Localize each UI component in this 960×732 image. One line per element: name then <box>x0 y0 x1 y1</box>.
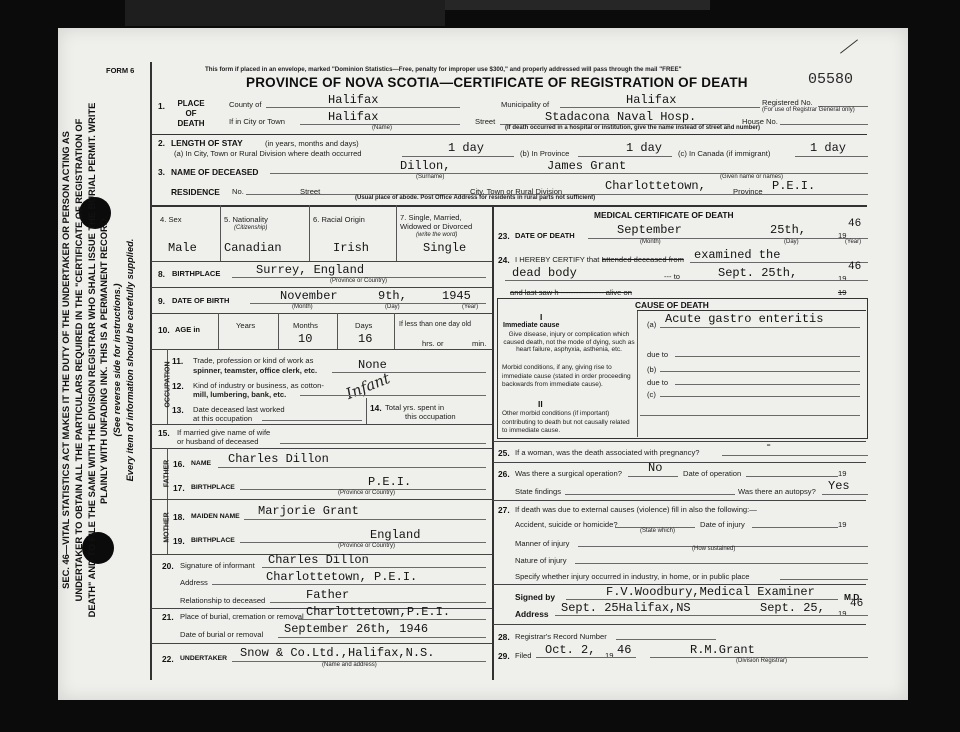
cause-header: CAUSE OF DEATH <box>635 300 709 310</box>
item-16: 16. <box>173 459 185 469</box>
grid-line <box>493 500 866 501</box>
hrs-label: hrs. or <box>422 339 444 348</box>
side-panel <box>60 100 162 620</box>
dob-month: November <box>280 289 338 303</box>
item-2: 2. <box>158 138 165 148</box>
item-18: 18. <box>173 512 185 522</box>
informant-address-line <box>212 584 486 585</box>
death-month-note: (Month) <box>640 239 661 245</box>
film-edge <box>445 0 710 10</box>
due-to-line-2 <box>675 384 860 385</box>
state-which-note: (State which) <box>640 528 676 534</box>
dob-day: 9th, <box>378 289 407 303</box>
signed-value: F.V.Woodbury,Medical Examiner <box>606 585 815 599</box>
informant-address-label: Address <box>180 578 208 587</box>
certify-value-2: dead body <box>512 266 577 280</box>
certify-line-2 <box>505 280 868 281</box>
certify-date: Sept. 25th, <box>718 266 798 280</box>
municipality-label: Municipality of <box>501 100 550 109</box>
findings-label: State findings <box>515 487 562 496</box>
signature-year-prefix: 19 <box>838 609 847 618</box>
dob-line <box>250 303 486 304</box>
signed-label: Signed by <box>515 592 556 602</box>
stay-b-label: (b) In Province <box>520 149 570 158</box>
undertaker-note: (Name and address) <box>322 662 377 668</box>
autopsy-value: Yes <box>828 479 850 493</box>
total-years-label-2: this occupation <box>405 412 456 421</box>
certify-struck: attended deceased from <box>602 255 684 264</box>
registrar-name: R.M.Grant <box>690 643 755 657</box>
item-26: 26. <box>498 469 510 479</box>
industry-handwriting: Infant <box>343 369 393 403</box>
signature-address-line <box>555 615 868 616</box>
certify-line <box>690 262 868 263</box>
cause-c-line <box>660 396 860 397</box>
wife-label-2: or husband of deceased <box>177 437 259 446</box>
death-day-note: (Day) <box>784 239 799 245</box>
relationship-label: Relationship to deceased <box>180 596 266 605</box>
item-15: 15. <box>158 428 170 438</box>
year-note: (Year) <box>462 304 479 310</box>
envelope-notice: This form if placed in an envelope, marked "Dominion Statistics—Free, penalty for improper use $300," and properly addressed will pass through the mail "FREE" <box>205 66 682 73</box>
q25-line <box>722 455 868 456</box>
specify-line <box>780 579 868 580</box>
mother-maiden-line <box>244 519 486 520</box>
item-8: 8. <box>158 269 165 279</box>
grid-line <box>396 205 397 261</box>
signature-address-value: Sept. 25Halifax,NS <box>561 601 691 615</box>
stay-c-line <box>795 156 868 157</box>
house-no-line <box>780 124 868 125</box>
place-of-death-label: PLACE OF DEATH <box>177 99 205 128</box>
racial-origin-label: 6. Racial Origin <box>313 215 365 224</box>
specify-label: Specify whether injury occurred in industry, in home, or in public place <box>515 572 750 581</box>
signed-line <box>566 599 838 600</box>
marital-label: 7. Single, Married, Widowed or Divorced <box>400 213 473 231</box>
registrar-no-line <box>616 639 716 640</box>
cause-b-line <box>660 371 860 372</box>
marital-note: (write the word) <box>416 232 458 238</box>
date-of-death-day: 25th, <box>770 223 807 237</box>
burial-place-line <box>298 619 486 620</box>
due-to-2: due to <box>647 378 669 387</box>
filed-label: Filed <box>515 651 532 660</box>
item-21: 21. <box>162 612 174 622</box>
grid-line <box>366 398 367 424</box>
item-10: 10. <box>158 325 170 335</box>
street-label: Street <box>475 117 496 126</box>
county-line <box>266 107 460 108</box>
cause-a-line <box>660 327 860 328</box>
municipality-value: Halifax <box>626 93 677 107</box>
cause-b-label: (b) <box>647 365 657 374</box>
immediate-label: Immediate cause <box>503 322 560 329</box>
autopsy-line <box>822 494 868 495</box>
item-22: 22. <box>162 654 174 664</box>
grid-line <box>337 313 338 349</box>
signature-address-label: Address <box>515 609 549 619</box>
institution-note: (If death occurred in a hospital or institution, give the name instead of street and number) <box>505 125 761 131</box>
numeral-2: II <box>538 399 543 409</box>
autopsy-label: Was there an autopsy? <box>738 487 816 496</box>
filed-line <box>536 657 636 658</box>
mother-birthplace-value: England <box>370 528 421 542</box>
months-label: Months <box>293 321 318 330</box>
filed-value: Oct. 2, <box>545 643 596 657</box>
year-prefix: 19 <box>838 231 847 240</box>
q26-label: Was there a surgical operation? <box>515 469 622 478</box>
certify-dashes: --- to <box>664 272 681 281</box>
dob-label: DATE OF BIRTH <box>172 296 230 305</box>
item-11: 11. <box>172 356 184 366</box>
days-label: Days <box>355 321 373 330</box>
stay-c-value: 1 day <box>810 141 847 155</box>
last-saw-struck: and last saw h ----------------- alive on <box>510 288 632 297</box>
total-years-label: Total yrs. spent in <box>385 403 445 412</box>
cause-c-label: (c) <box>647 390 656 399</box>
q26-line <box>628 476 678 477</box>
other-line <box>640 415 860 416</box>
nature-line <box>575 563 868 564</box>
age-label: AGE in <box>175 325 201 334</box>
father-province-note: (Province or Country) <box>338 490 396 496</box>
nationality-label: 5. Nationality <box>224 215 268 224</box>
item-12: 12. <box>172 381 184 391</box>
item-9: 9. <box>158 296 165 306</box>
other-label: Other morbid conditions (if important) contributing to death but not causally related to immediate cause. <box>502 410 630 434</box>
item-20: 20. <box>162 561 174 571</box>
father-label: FATHER <box>163 459 171 488</box>
nature-label: Nature of injury <box>515 556 567 565</box>
date-of-death-year: 46 <box>848 218 862 230</box>
side-notice <box>60 100 162 620</box>
mother-maiden-value: Marjorie Grant <box>258 504 359 518</box>
grid-line <box>220 205 221 261</box>
length-of-stay-note: (in years, months and days) <box>265 139 359 148</box>
last-worked-label: Date deceased last worked <box>193 405 285 414</box>
filed-year-prefix: 19 <box>605 651 614 660</box>
age-days: 16 <box>358 332 373 346</box>
stay-b-value: 1 day <box>626 141 663 155</box>
industry-label: Kind of industry or business, as cotton- <box>193 381 324 390</box>
manner-label: Manner of injury <box>515 539 570 548</box>
burial-place-value: Charlottetown,P.E.I. <box>306 605 451 619</box>
stay-b-line <box>578 156 672 157</box>
father-name-label: NAME <box>191 460 212 467</box>
mother-maiden-label: MAIDEN NAME <box>191 513 240 520</box>
given-note: (Given name or names) <box>720 174 784 180</box>
deceased-surname: Dillon, <box>400 159 451 173</box>
left-border <box>150 62 152 680</box>
injury-date-label: Date of injury <box>700 520 745 529</box>
county-label: County of <box>229 100 262 109</box>
deceased-given-names: James Grant <box>547 159 627 173</box>
street-value: Stadacona Naval Hosp. <box>545 110 697 124</box>
industry-examples: mill, lumbering, bank, etc. <box>193 390 287 399</box>
grid-line <box>394 313 395 349</box>
grid-line <box>151 499 492 500</box>
nationality-note: (Citizenship) <box>234 225 268 231</box>
cause-a-value: Acute gastro enteritis <box>665 312 824 326</box>
stay-a-label: (a) In City, Town or Rural Division where death occurred <box>174 149 362 158</box>
residence-province-label: Province <box>733 187 763 196</box>
registered-no-note: (For use of Registrar General only) <box>762 107 855 113</box>
informant-name: Charles Dillon <box>268 553 369 567</box>
father-birthplace-value: P.E.I. <box>368 475 412 489</box>
certify-label: I HEREBY CERTIFY that I <box>515 255 604 264</box>
deceased-name-label: NAME OF DECEASED <box>171 167 259 177</box>
q25-label: If a woman, was the death associated with pregnancy? <box>515 448 700 457</box>
informant-name-line <box>262 567 486 568</box>
film-edge <box>125 0 445 26</box>
mother-label: MOTHER <box>163 512 171 543</box>
accident-label: Accident, suicide or homicide? <box>515 520 618 529</box>
name-note: (Name) <box>372 125 393 131</box>
father-name-value: Charles Dillon <box>228 452 329 466</box>
operation-date-line <box>746 476 838 477</box>
marital-value: Single <box>423 241 467 255</box>
item-23: 23. <box>498 231 510 241</box>
item-19: 19. <box>173 536 185 546</box>
burial-date-label: Date of burial or removal <box>180 630 264 639</box>
house-no-label: House No. <box>742 117 778 126</box>
item-3: 3. <box>158 167 165 177</box>
grid-line <box>151 261 492 262</box>
informant-address: Charlottetown, P.E.I. <box>266 570 418 584</box>
father-birthplace-label: BIRTHPLACE <box>191 484 235 491</box>
mother-province-note: (Province or Country) <box>338 543 396 549</box>
due-to-1: due to <box>647 350 669 359</box>
day-note: (Day) <box>385 304 400 310</box>
residence-province: P.E.I. <box>772 179 816 193</box>
stay-c-label: (c) In Canada (if immigrant) <box>678 149 771 158</box>
certify-year-prefix: 19 <box>838 274 847 283</box>
signature-date-value: Sept. 25, <box>760 601 825 615</box>
death-year-note: (Year) <box>845 239 862 245</box>
wife-label: If married give name of wife <box>177 428 271 437</box>
form-number: FORM 6 <box>106 66 135 75</box>
occupation-label: OCCUPATION <box>164 361 172 408</box>
q25-value: - <box>765 438 773 452</box>
sex-value: Male <box>168 241 197 255</box>
md-label: M.D. <box>844 592 862 602</box>
burial-date-value: September 26th, 1946 <box>284 622 429 636</box>
operation-date-label: Date of operation <box>683 469 742 478</box>
date-of-death-month: September <box>617 223 682 237</box>
item-27: 27. <box>498 505 510 515</box>
residence-label: RESIDENCE <box>171 187 220 197</box>
registered-no-label: Registered No. <box>762 98 813 107</box>
municipality-line <box>560 107 760 108</box>
filed-year: 46 <box>617 643 632 657</box>
informant-sig-label: Signature of informant <box>180 561 255 570</box>
wife-line <box>280 443 486 444</box>
registrar-no-label: Registrar's Record Number <box>515 632 607 641</box>
dob-year: 1945 <box>442 289 471 303</box>
item-17: 17. <box>173 483 185 493</box>
years-label: Years <box>236 321 256 330</box>
surname-note: (Surname) <box>416 174 445 180</box>
findings-line <box>565 494 735 495</box>
grid-line <box>493 624 866 625</box>
residence-no-label: No. <box>232 187 244 196</box>
grid-line <box>151 313 492 314</box>
numeral-1: I <box>540 312 543 322</box>
middle-divider <box>492 205 494 680</box>
grid-line <box>151 287 492 288</box>
last-worked-line <box>262 420 362 421</box>
county-value: Halifax <box>328 93 379 107</box>
father-name-line <box>218 467 486 468</box>
city-value: Halifax <box>328 110 379 124</box>
residence-street-label: Street <box>300 187 321 196</box>
operation-year-prefix: 19 <box>838 469 847 478</box>
medical-header: MEDICAL CERTIFICATE OF DEATH <box>594 210 734 220</box>
residence-note: (Usual place of abode. Post Office Address for residents in rural parts not sufficient) <box>355 195 596 201</box>
certify-value: examined the <box>694 248 781 262</box>
cause-divider <box>637 310 638 437</box>
stay-a-line <box>402 156 514 157</box>
grid-line <box>218 313 219 349</box>
grid-line <box>278 313 279 349</box>
item-25: 25. <box>498 448 510 458</box>
min-label: min. <box>472 339 487 348</box>
item-28: 28. <box>498 632 510 642</box>
side-instruction: (See reverse side for instructions.) <box>112 283 123 437</box>
length-of-stay-label: LENGTH OF STAY <box>171 138 243 148</box>
residence-city: Charlottetown, <box>605 179 706 193</box>
certify-year: 46 <box>848 261 862 273</box>
signature-date-year: 46 <box>850 598 864 610</box>
item-29: 29. <box>498 651 510 661</box>
section-divider <box>151 205 867 207</box>
grid-line <box>493 441 866 442</box>
side-notice-text: SEC. 46—VITAL STATISTICS ACT MAKES IT THE DUTY OF THE UNDERTAKER OR PERSON ACTING AS UNDERTAKER TO OBTAIN ALL THE PARTICULARS REQUIRED IN THE "CERTIFICATE OF REGISTRATION OF DEATH" AND TO FILE THE SAME WITH THE DIVISION REGISTRAR WHO SHALL ISSUE THE BURIAL PERMIT. WRITE PLAINLY WITH UNFADING INK. THIS IS A PERMANENT RECORD. <box>61 102 110 618</box>
grid-line <box>151 643 492 644</box>
item-14: 14. <box>370 403 382 413</box>
trade-line <box>332 372 486 373</box>
grid-line <box>309 205 310 261</box>
side-footer: Every item of information should be carefully supplied. <box>124 238 135 482</box>
sex-label: 4. Sex <box>160 215 182 224</box>
trade-label: Trade, profession or kind of work as <box>193 356 314 365</box>
how-sustained-note: (How sustained) <box>692 546 736 552</box>
item-1: 1. <box>158 101 165 111</box>
birthplace-note: (Province or Country) <box>330 278 388 284</box>
industry-line <box>300 395 486 396</box>
immediate-desc: Give disease, injury or complication which caused death, not the mode of dying, such as heart failure, asphyxia, asthenia, etc. <box>503 331 635 353</box>
grid-line <box>151 424 492 425</box>
grid-line <box>151 349 492 350</box>
item-13: 13. <box>172 405 184 415</box>
birthplace-value: Surrey, England <box>256 263 365 277</box>
due-to-line-1 <box>675 356 860 357</box>
last-worked-label-2: at this occupation <box>193 414 253 423</box>
last-saw-year: 19 <box>838 288 847 297</box>
trade-examples: spinner, teamster, office clerk, etc. <box>193 366 318 375</box>
relationship-line <box>270 602 486 603</box>
burial-date-line <box>278 637 486 638</box>
mother-birthplace-label: BIRTHPLACE <box>191 537 235 544</box>
injury-year-prefix: 19 <box>838 520 847 529</box>
racial-origin-value: Irish <box>333 241 370 255</box>
trade-value: None <box>358 358 387 372</box>
burial-place-label: Place of burial, cremation or removal <box>180 612 304 621</box>
undertaker-value: Snow & Co.Ltd.,Halifax,N.S. <box>240 646 435 660</box>
undertaker-label: UNDERTAKER <box>180 655 228 662</box>
injury-date-line <box>752 527 838 528</box>
date-of-death-label: DATE OF DEATH <box>515 231 575 240</box>
cause-header-line <box>637 310 866 311</box>
age-months: 10 <box>298 332 313 346</box>
date-of-death-line <box>588 238 868 239</box>
registrar-note: (Division Registrar) <box>736 658 788 664</box>
birthplace-label: BIRTHPLACE <box>172 269 221 278</box>
relationship-value: Father <box>306 588 350 602</box>
serial-number: 05580 <box>808 71 854 88</box>
residence-city-label: City, Town or Rural Division <box>470 187 563 196</box>
item-24: 24. <box>498 255 510 265</box>
morbid-label: Morbid conditions, if any, giving rise to immediate cause (stated in order proceeding backwards from immediate cause). <box>502 364 631 388</box>
month-note: (Month) <box>292 304 313 310</box>
under-day-label: If less than one day old <box>399 321 471 328</box>
q27-label: If death was due to external causes (violence) fill in also the following:— <box>515 505 757 514</box>
nationality-value: Canadian <box>224 241 282 255</box>
grid-line <box>151 448 492 449</box>
grid-line <box>493 462 866 463</box>
stay-a-value: 1 day <box>448 141 485 155</box>
page-title: PROVINCE OF NOVA SCOTIA—CERTIFICATE OF REGISTRATION OF DEATH <box>246 75 748 90</box>
q26-value: No <box>648 461 663 475</box>
city-label: If in City or Town <box>229 117 285 126</box>
row-divider <box>151 134 867 135</box>
cause-a-label: (a) <box>647 320 657 329</box>
